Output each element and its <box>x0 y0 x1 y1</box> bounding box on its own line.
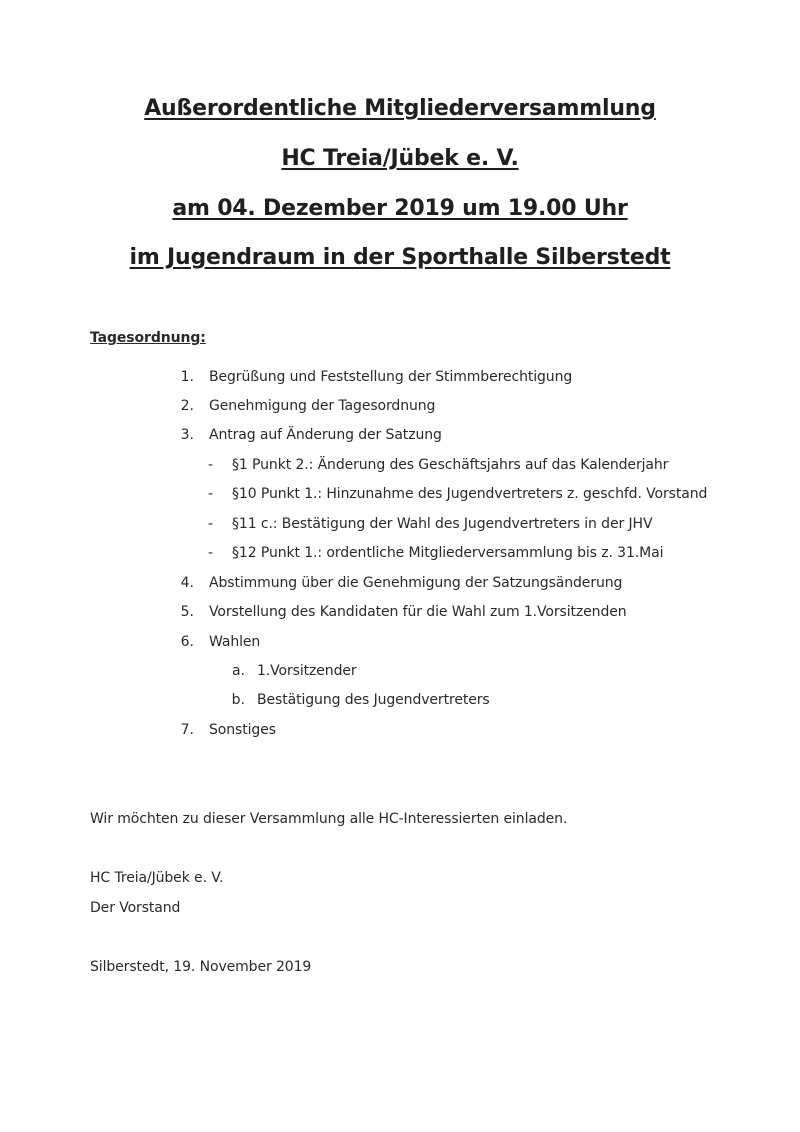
agenda-subitem-letter: a. <box>231 663 245 679</box>
agenda-item-text: Genehmigung der Tagesordnung <box>209 398 436 414</box>
agenda-subitem-text: §10 Punkt 1.: Hinzunahme des Jugendvertreters z. geschfd. Vorstand <box>232 486 708 502</box>
agenda-item-number: 4. <box>180 575 194 591</box>
agenda-item-text: Sonstiges <box>209 722 276 738</box>
agenda-item-text: Begrüßung und Feststellung der Stimmberechtigung <box>209 369 573 385</box>
agenda-item-number: 7. <box>180 722 194 738</box>
agenda-heading: Tagesordnung: <box>90 330 206 346</box>
agenda-item-text: Antrag auf Änderung der Satzung <box>209 427 442 443</box>
title-club: HC Treia/Jübek e. V. <box>281 146 519 171</box>
agenda-subitem-text: 1.Vorsitzender <box>257 663 357 679</box>
agenda-item-text: Abstimmung über die Genehmigung der Satzungsänderung <box>209 575 623 591</box>
invitation-text: Wir möchten zu dieser Versammlung alle HC-Interessierten einladen. <box>90 811 568 827</box>
club-name: HC Treia/Jübek e. V. <box>90 870 224 886</box>
agenda-item-text: Wahlen <box>209 634 261 650</box>
agenda-subitem-text: §12 Punkt 1.: ordentliche Mitgliederversammlung bis z. 31.Mai <box>232 545 664 561</box>
agenda-subitem-dash: - <box>208 457 214 473</box>
agenda-subitem-letter: b. <box>231 692 245 708</box>
agenda-item-number: 6. <box>180 634 194 650</box>
agenda-subitem-dash: - <box>208 545 214 561</box>
agenda-subitem-text: Bestätigung des Jugendvertreters <box>257 692 490 708</box>
agenda-item-number: 2. <box>180 398 194 414</box>
agenda-item-number: 3. <box>180 427 194 443</box>
agenda-item-text: Vorstellung des Kandidaten für die Wahl zum 1.Vorsitzenden <box>209 604 627 620</box>
agenda-item-number: 1. <box>180 369 194 385</box>
title-date: am 04. Dezember 2019 um 19.00 Uhr <box>172 196 628 221</box>
agenda-subitem-dash: - <box>208 486 214 502</box>
place-date: Silberstedt, 19. November 2019 <box>90 959 312 975</box>
agenda-subitem-text: §1 Punkt 2.: Änderung des Geschäftsjahrs auf das Kalenderjahr <box>232 457 669 473</box>
agenda-item-number: 5. <box>180 604 194 620</box>
agenda-subitem-dash: - <box>208 516 214 532</box>
title-meeting: Außerordentliche Mitgliederversammlung <box>144 96 656 121</box>
agenda-subitem-text: §11 c.: Bestätigung der Wahl des Jugendvertreters in der JHV <box>232 516 653 532</box>
board-signature: Der Vorstand <box>90 900 181 916</box>
title-location: im Jugendraum in der Sporthalle Silberstedt <box>129 245 671 270</box>
